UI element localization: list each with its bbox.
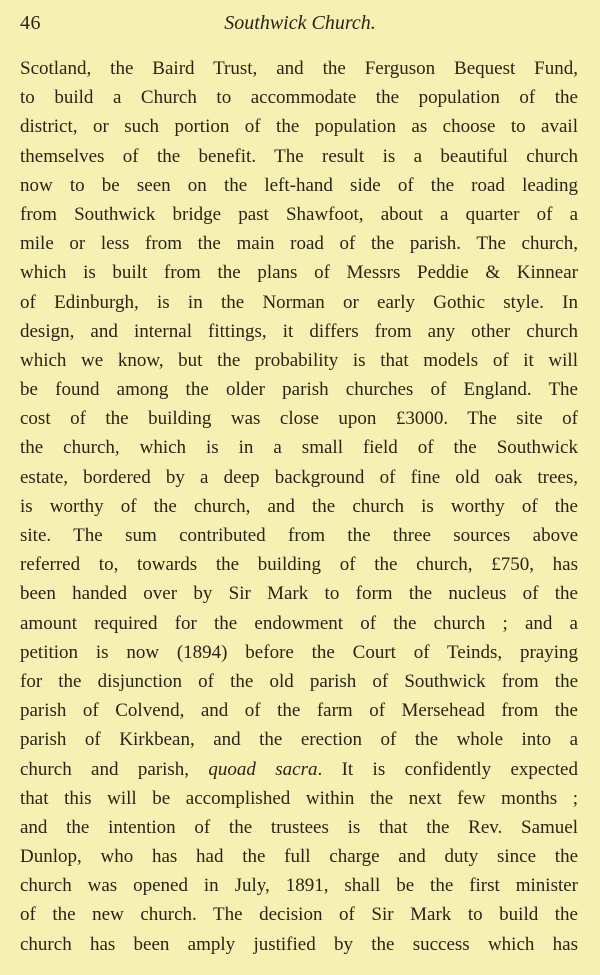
text-line: Dunlop, who has had the full charge and duty since the [20, 846, 578, 868]
text-line: now to be seen on the left-hand side of the road leading [20, 174, 578, 196]
page-number: 46 [20, 12, 41, 34]
text-line: amount required for the endowment of the church ; and a [20, 612, 578, 634]
page-header [14, 8, 586, 38]
italic-phrase: quoad sacra [208, 758, 318, 780]
body-text [20, 54, 578, 959]
text-line: and the intention of the trustees is that the Rev. Samuel [20, 816, 578, 838]
text-line: church has been amply justified by the success which has [20, 933, 578, 955]
text-fragment: church and parish, [20, 758, 209, 780]
text-line: been handed over by Sir Mark to form the nucleus of the [20, 583, 578, 605]
text-line: which we know, but the probability is that models of it will [20, 349, 578, 371]
text-line: from Southwick bridge past Shawfoot, about a quarter of a [20, 203, 578, 225]
text-line: the church, which is in a small field of the Southwick [20, 437, 578, 459]
text-line: to build a Church to accommodate the population of the [20, 87, 578, 109]
text-line: themselves of the benefit. The result is a beautiful church [20, 145, 578, 167]
text-line: district, or such portion of the population as choose to avail [20, 116, 578, 138]
running-title: Southwick Church. [224, 12, 376, 34]
text-line: cost of the building was close upon £3000. The site of [20, 408, 578, 430]
text-fragment: . It is confidently expected [317, 758, 578, 780]
text-line: be found among the older parish churches of England. The [20, 379, 578, 401]
text-line: estate, bordered by a deep background of fine old oak trees, [20, 466, 578, 488]
text-line: which is built from the plans of Messrs Peddie & Kinnear [20, 262, 578, 284]
text-line: Scotland, the Baird Trust, and the Ferguson Bequest Fund, [20, 58, 578, 79]
text-line: parish of Colvend, and of the farm of Mersehead from the [20, 700, 578, 722]
text-line-quoad-sacra [20, 755, 578, 784]
text-line: mile or less from the main road of the parish. The church, [20, 233, 578, 255]
text-line: of Edinburgh, is in the Norman or early Gothic style. In [20, 291, 578, 313]
text-line: of the new church. The decision of Sir Mark to build the [20, 904, 578, 926]
text-line: parish of Kirkbean, and the erection of the whole into a [20, 729, 578, 751]
text-line: design, and internal fittings, it differs from any other church [20, 320, 578, 342]
text-line: is worthy of the church, and the church is worthy of the [20, 495, 578, 517]
text-line: referred to, towards the building of the church, £750, has [20, 554, 578, 576]
text-line: petition is now (1894) before the Court of Teinds, praying [20, 641, 578, 663]
text-line: that this will be accomplished within the next few months ; [20, 787, 578, 809]
text-line: site. The sum contributed from the three sources above [20, 525, 578, 546]
text-line: church was opened in July, 1891, shall be the first minister [20, 875, 578, 897]
text-line: for the disjunction of the old parish of Southwick from the [20, 670, 578, 692]
